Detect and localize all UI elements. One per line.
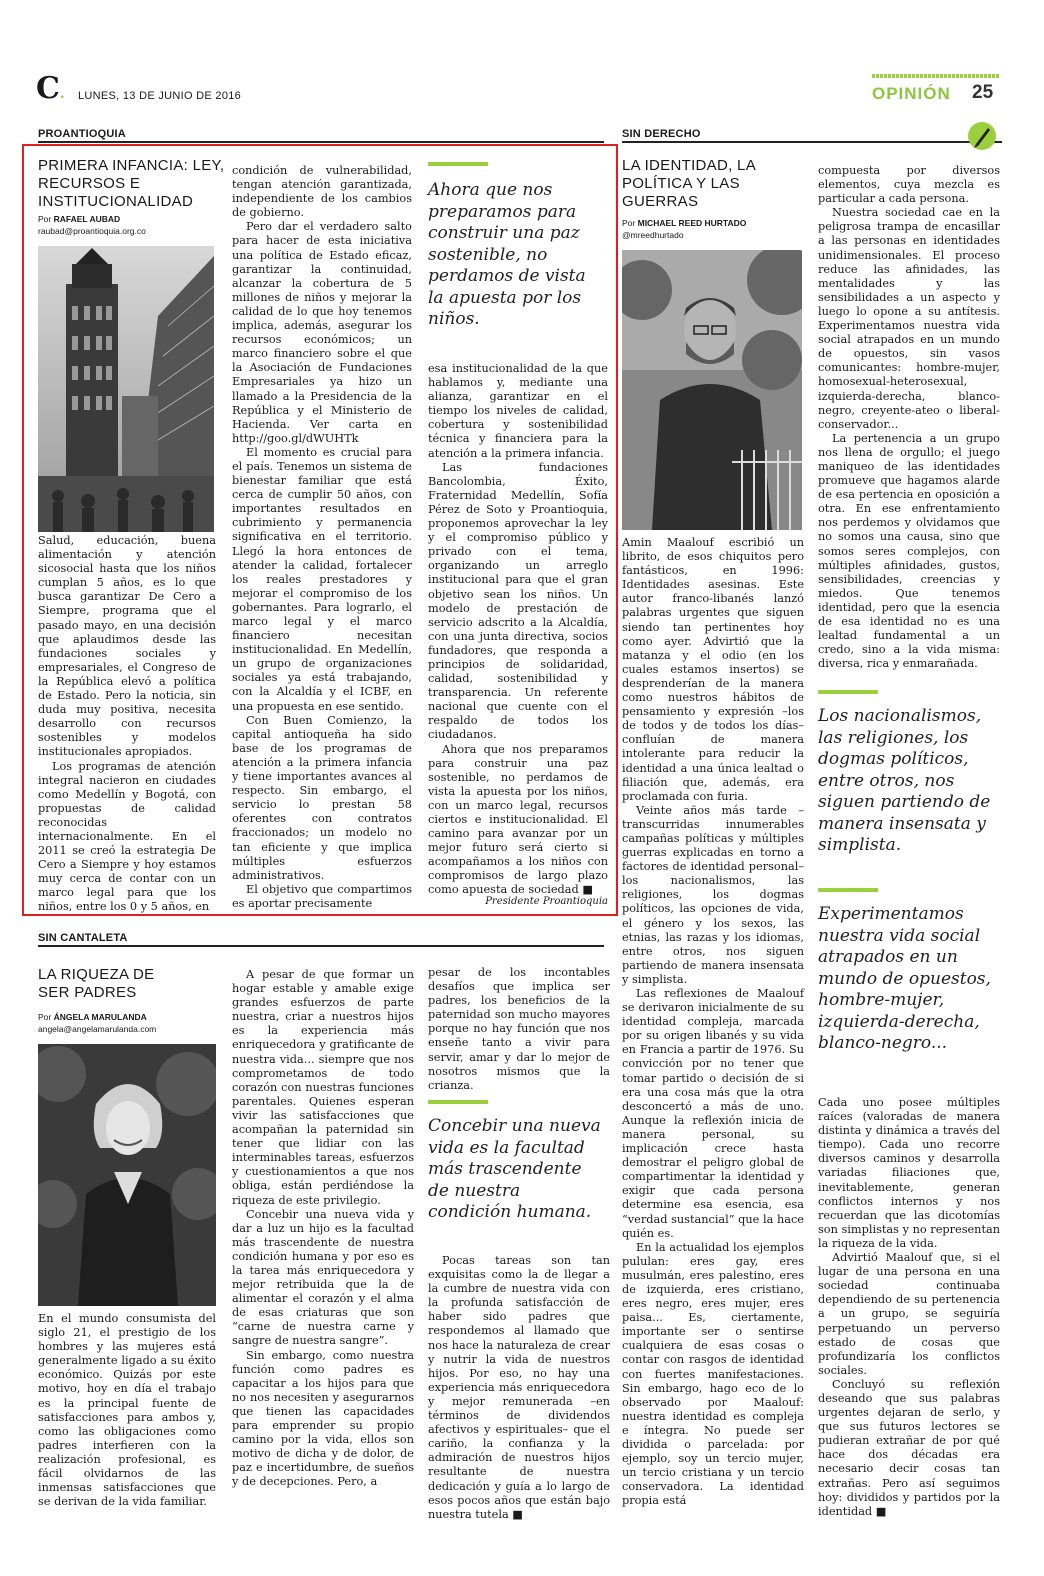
article1-column1 xyxy=(38,534,216,915)
section-title: OPINIÓN xyxy=(872,84,951,103)
author-name: MICHAEL REED HURTADO xyxy=(637,218,747,228)
paragraph: pesar de los incontables desafíos que implica ser padres, los beneficios de la paternidad son mucho mayores porque no hay función que nos enseñe tanto a vivir para servir, amar y dar lo mejor de nosotros mismos que la crianza. xyxy=(428,966,610,1092)
pullquote: Concebir una nueva vida es la facultad más trascendente de nuestra condición humana. xyxy=(428,1116,601,1222)
article3-column2 xyxy=(232,968,414,1489)
headline-line: GUERRAS xyxy=(622,193,699,210)
paragraph: En la actualidad los ejemplos pululan: eres gay, eres musulmán, eres palestino, eres de izquierda, eres cristiano, eres negro, eres mujer, eres paisa... Es, ciertamente, importante ser o sentirse cualquiera de esas cosas o contar con rasgos de identidad con fuertes manifestaciones. Sin embargo, hago eco de lo observado por Maalouf: nuestra identidad es compleja e íntegra. No puede ser dividida o parcelada: por ejemplo, soy un tercio mujer, un tercio cristiana y un tercio conservadora. La identidad propia está xyxy=(622,1240,804,1508)
pullquote-green-bar xyxy=(428,162,488,166)
article1-column3 xyxy=(428,362,608,898)
pullquote: Experimentamos nuestra vida social atrapados en un mundo de opuestos, hombre-mujer, izquierda-derecha, blanco-negro... xyxy=(818,904,991,1053)
masthead-logo: C. xyxy=(36,71,65,106)
signoff: Presidente Proantioquia xyxy=(485,896,608,907)
author-name: RAFAEL AUBAD xyxy=(53,214,121,224)
author-photo-michael xyxy=(622,250,802,530)
issue-date: LUNES, 13 DE JUNIO DE 2016 xyxy=(78,90,242,102)
paragraph: Pocas tareas son tan exquisitas como la de llegar a la cumbre de nuestra vida con la profunda satisfacción de haber sido padres que respondemos al llamado que nos hace la naturaleza de crear y nutrir la vida de nuestros hijos. Por eso, no hay una experiencia más enriquecedora y mejor remunerada –en términos de dividendos afectivos y espirituales– que el cariño, la confianza y la admiración de nuestros hijos resultante de nuestra dedicación y guía a lo largo de esos pocos años que están bajo nuestra tutela ■ xyxy=(428,1254,610,1521)
paragraph: compuesta por diversos elementos, cuya mezcla es particular a cada persona. xyxy=(818,164,1000,206)
author-photo-angela xyxy=(38,1044,216,1306)
author-email: angela@angelamarulanda.com xyxy=(38,1024,157,1034)
author-name: ÁNGELA MARULANDA xyxy=(53,1012,147,1022)
paragraph: Concluyó su reflexión deseando que sus palabras urgentes dejaran de serlo, y que sus futuros lectores se pudieran extrañar de por qué hace dos décadas era necesario decir cosas tan extrañas. Pero así seguimos hoy: divididos y partidos por la identidad ■ xyxy=(818,1377,1000,1518)
tower-photo xyxy=(38,246,214,532)
section-green-bar xyxy=(872,74,1000,78)
section-label-sin-derecho: SIN DERECHO xyxy=(622,128,701,140)
headline-line: SER PADRES xyxy=(38,984,137,1001)
paragraph: Veinte años más tarde –transcurridas innumerables campañas políticas y múltiples guerras explicadas en torno a factores de identidad personal– los nacionalismos, las religiones, los dogmas políticos, las opciones de vida, el género y los sexos, las etnias, las razas y los idiomas, entre otros, nos siguen partiendo de manera insensata y simplista. xyxy=(622,803,804,986)
paragraph: Sin embargo, como nuestra función como padres es capacitar a los hijos para que no nos necesiten y asegurarnos que tienen las capacidades para emprender su propio camino por la vida, ellos son motivo de dicha y de dolor, de paz e incertidumbre, de sueños y de decepciones. Pero, a xyxy=(232,1348,414,1489)
section-rule xyxy=(38,945,604,947)
paragraph: Los programas de atención integral nacieron en ciudades como Medellín y Bogotá, con propuestas de calidad reconocidas internacionalmente. En el 2011 se creó la estrategia De Cero a Siempre y hoy estamos muy cerca de contar con un marco legal para que los niños, entre los 0 y 5 años, en xyxy=(38,759,216,914)
article-headline xyxy=(38,157,228,211)
article-headline xyxy=(38,966,228,1002)
byline-prefix: Por xyxy=(38,1012,52,1022)
paragraph: El momento es crucial para el país. Tenemos un sistema de bienestar familiar que está cerca de cumplir 50 años, con importantes resultados en cubrimiento y permanencia significativa en el territorio. Llegó la hora entonces de atender la calidad, fortalecer los reales prestadores y mejorar el compromiso de los gobernantes. Para lograrlo, el marco legal y el marco financiero necesitan institucionalidad. En Medellín, un grupo de organizaciones sociales ya está trabajando, con la Alcaldía y el ICBF, en una propuesta en ese sentido. xyxy=(232,445,412,713)
article3-column3-top xyxy=(428,966,610,1093)
headline-line: RECURSOS E xyxy=(38,175,141,192)
headline-line: INSTITUCIONALIDAD xyxy=(38,193,194,210)
headline-line: LA IDENTIDAD, LA xyxy=(622,157,757,174)
paragraph: Con Buen Comienzo, la capital antioqueña ha sido base de los programas de atención a la primera infancia y tiene importantes avances al respecto. Sin embargo, el servicio lo prestan 58 oferentes con contratos fraccionados; un modelo no tan eficiente y que implica múltiples esfuerzos administrativos. xyxy=(232,713,412,882)
pullquote-green-bar xyxy=(818,690,878,694)
byline xyxy=(622,218,746,228)
paragraph: Concebir una nueva vida y dar a luz un hijo es la facultad más trascendente de nuestra condición humana y por eso es la tarea más enriquecedora y mejor retribuida que la de alimentar el corazón y el alma de esas criaturas que son “carne de nuestra carne y sangre de nuestra sangre”. xyxy=(232,1207,414,1348)
article-headline xyxy=(622,157,802,211)
author-email: @mreedhurtado xyxy=(622,230,684,240)
headline-line: PRIMERA INFANCIA: LEY, xyxy=(38,157,225,174)
paragraph: Ahora que nos preparamos para construir una paz sostenible, no perdamos de vista la apuesta por los niños, con un marco legal, recursos ciertos e institucionalidad. El camino para avanzar por un mejor futuro será cierto si acompañamos a los niños con compromisos de largo plazo como apuesta de sociedad ■ xyxy=(428,742,608,897)
pullquote: Ahora que nos preparamos para construir una paz sostenible, no perdamos de vista la apuesta por los niños. xyxy=(428,180,586,329)
byline xyxy=(38,214,120,224)
section-rule xyxy=(622,141,1002,143)
tower-illustration xyxy=(38,246,214,532)
pullquote: Los nacionalismos, las religiones, los dogmas políticos, entre otros, nos siguen partiendo de manera insensata y simplista. xyxy=(818,706,991,855)
page-number: 25 xyxy=(972,82,994,103)
byline-prefix: Por xyxy=(622,218,636,228)
paragraph: El objetivo que compartimos es aportar precisamente xyxy=(232,882,412,910)
paragraph: Nuestra sociedad cae en la peligrosa trampa de encasillar a las personas en identidades unidimensionales. El proceso reduce las afinidades, las mentalidades y las sensibilidades a un aspecto y luego lo opone a su antítesis. Experimentamos nuestra vida social atrapados en un mundo de opuestos, sin vasos comunicantes: hombre-mujer, homosexual-heterosexual, izquierda-derecha, blanco-negro, creyente-ateo o liberal-conservador... xyxy=(818,206,1000,431)
article2-column2-bottom xyxy=(818,1096,1000,1519)
paragraph: Amin Maalouf escribió un librito, de esos chiquitos pero fantásticos, en 1996: Identidades asesinas. Este autor franco-libanés lanzó palabras urgentes que siguen siendo tan pertinentes hoy como ayer. Advirtió que la matanza y el odio (en los cuales estamos insertos) se desprenderían de la manera como nuestros hábitos de pensamiento y expresión –los de todos y de todos los días– confluían de manera intolerante para reducir la identidad a una única lealtad o filiación que, además, era proclamada con furia. xyxy=(622,536,804,803)
paragraph: Las fundaciones Bancolombia, Éxito, Fraternidad Medellín, Sofía Pérez de Soto y Proantioquia, proponemos aprovechar la ley y el compromiso público y privado con el tema, organizando un arreglo institucional para que el gran objetivo sean los niños. Un modelo de prestación de servicio adscrito a la Alcaldía, con una junta directiva, socios fundadores, que responda a principios de solidaridad, calidad, sostenibilidad y transparencia. Un referente nacional que cuente con el respaldo de todos los ciudadanos. xyxy=(428,460,608,742)
paragraph: esa institucionalidad de la que hablamos y, mediante una alianza, garantizar en el tiempo los niveles de calidad, cobertura y sostenibilidad técnica y financiera para la atención a la primera infancia. xyxy=(428,362,608,460)
article3-column3-bottom xyxy=(428,1254,610,1522)
byline xyxy=(38,1012,147,1022)
article2-column1 xyxy=(622,536,804,1508)
paragraph: Cada uno posee múltiples raíces (valoradas de manera distinta y dinámica a través del tiempo). Cada uno recorre diversos caminos y desarrolla variadas filiaciones que, inevitablemente, generan conflictos internos y nos recuerdan que las dicotomías son simplistas y no representan la riqueza de la vida. xyxy=(818,1096,1000,1250)
pullquote-green-bar xyxy=(818,888,878,892)
paragraph: La pertenencia a un grupo nos llena de orgullo; el juego maniqueo de las identidades promueve que hagamos alarde de esa pertencia en oposición a otra. En ese enfrentamiento nos perdemos y olvidamos que no somos una causa, sino que somos seres complejos, con múltiples afinidades, gustos, sensibilidades, creencias y miedos. Que tenemos identidad, pero que la esencia de esa identidad no es una lealtad fundamental a un credo, sino a la vida misma: diversa, rica y enmarañada. xyxy=(818,431,1000,671)
paragraph: Advirtió Maalouf que, si el lugar de una persona en una sociedad continuaba dependiendo de su pertenencia a un grupo, se seguiría perpetuando un perverso estado de cosas que profundizaría los conflictos sociales. xyxy=(818,1251,1000,1377)
pen-icon xyxy=(968,122,996,150)
pullquote-green-bar xyxy=(428,1100,488,1104)
section-rule xyxy=(38,141,604,143)
headline-line: LA RIQUEZA DE xyxy=(38,966,155,983)
byline-prefix: Por xyxy=(38,214,52,224)
section-label-sin-cantaleta: SIN CANTALETA xyxy=(38,932,128,944)
article3-column1 xyxy=(38,1312,216,1509)
paragraph: Pero dar el verdadero salto para hacer de esta iniciativa una política de Estado eficaz, garantizar la continuidad, alcanzar la cobertura de 5 millones de niños y mejorar la calidad de lo que hoy tenemos implica, además, asegurar los recursos económicos; un marco financiero sobre el que la Asociación de Fundaciones Empresariales ya hizo un llamado a la Presidencia de la República y el Ministerio de Hacienda. Ver carta en http://goo.gl/dWUHTk xyxy=(232,220,412,445)
section-label-proantioquia: PROANTIOQUIA xyxy=(38,128,126,140)
article1-column2 xyxy=(232,164,412,911)
headline-line: POLÍTICA Y LAS xyxy=(622,175,740,192)
paragraph: condición de vulnerabilidad, tengan atención garantizada, independiente de los cambios de gobierno. xyxy=(232,164,412,220)
author-email: raubad@proantioquia.org.co xyxy=(38,226,146,236)
paragraph: Salud, educación, buena alimentación y atención sicosocial hasta que los niños cumplan 5 años, es lo que busca garantizar De Cero a Siempre, programa que el pasado mayo, en una decisión que aplaudimos desde las fundaciones sociales y empresariales, el Congreso de la República elevó a política de Estado. Pero la noticia, sin duda muy positiva, necesita desarrollo con recursos sostenibles y modelos institucionales apropiados. xyxy=(38,534,216,759)
paragraph: Las reflexiones de Maalouf se derivaron inicialmente de su identidad compleja, marcada por su origen libanés y su vida en Francia a partir de 1976. Su convicción por no tener que tomar partido o decisión de si era una cosa más que la otra desconcertó a más de uno. Aunque la reflexión inicia de manera personal, su implicación crece hasta demostrar el peligro global de compartimentar la identidad y exigir que cada persona determine esa esencia, esa “verdad sustancial” que la hace quién es. xyxy=(622,987,804,1240)
paragraph: En el mundo consumista del siglo 21, el prestigio de los hombres y las mujeres está generalmente ligado a su éxito económico. Quizás por este motivo, hoy en día el trabajo es la principal fuente de satisfacciones para ambos y, como las obligaciones como padres interfieren con la realización profesional, es fácil olvidarnos de las inmensas satisfacciones que se derivan de la vida familiar. xyxy=(38,1312,216,1509)
article2-column2-top xyxy=(818,164,1000,671)
paragraph: A pesar de que formar un hogar estable y amable exige grandes esfuerzos de parte nuestra, criar a nuestros hijos es la experiencia más enriquecedora y gratificante de nuestra vida... siempre que nos comprometamos de todo corazón con nuestras funciones parentales. Quienes esperan vivir las satisfacciones que acompañan la paternidad sin tener que lidiar con las interminables tareas, esfuerzos y cuestionamientos a que nos obliga, están perdiéndose la riqueza de este privilegio. xyxy=(232,968,414,1207)
